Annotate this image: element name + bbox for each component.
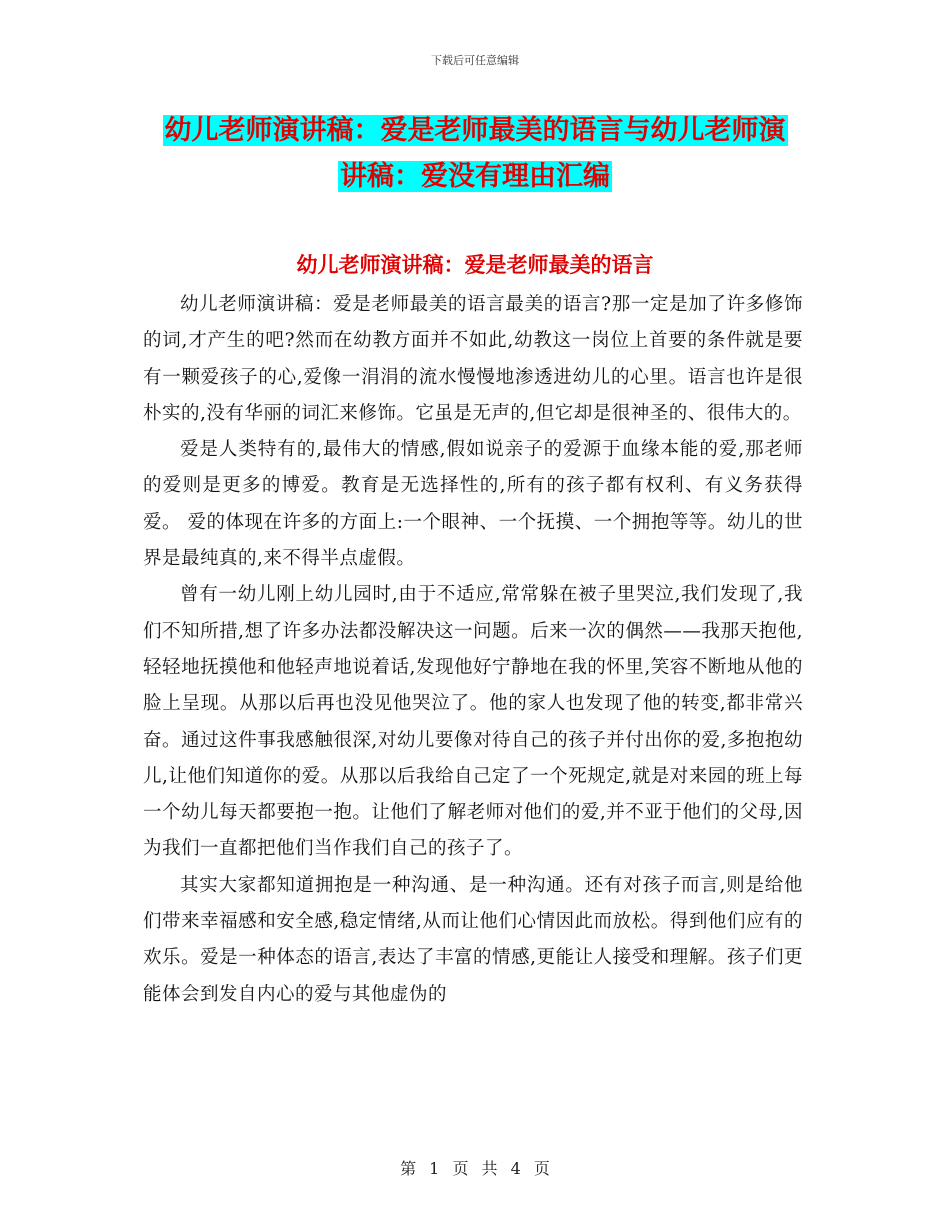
- page-footer: 第 1 页 共 4 页: [400, 1159, 550, 1178]
- paragraph: 幼儿老师演讲稿：爱是老师最美的语言最美的语言?那一定是加了许多修饰的词,才产生的吧?然而在幼教方面并不如此,幼教这一岗位上首要的条件就是要有一颗爱孩子的心,爱像一涓涓的流水慢慢地渗透进幼儿的心里。语言也许是很朴实的,没有华丽的词汇来修饰。它虽是无声的,但它却是很神圣的、很伟大的。: [143, 294, 803, 424]
- document-title-line2: 讲稿：爱没有理由汇编: [340, 161, 610, 192]
- paragraph: 爱是人类特有的,最伟大的情感,假如说亲子的爱源于血缘本能的爱,那老师的爱则是更多的博爱。教育是无选择性的,所有的孩子都有权利、有义务获得爱。 爱的体现在许多的方面上:一个眼神、一个抚摸、一个拥抱等等。幼儿的世界是最纯真的,来不得半点虚假。: [143, 439, 803, 570]
- paragraph: 其实大家都知道拥抱是一种沟通、是一种沟通。还有对孩子而言,则是给他们带来幸福感和安全感,稳定情绪,从而让他们心情因此而放松。得到他们应有的欢乐。爱是一种体态的语言,表达了丰富的情感,更能让人接受和理解。孩子们更能体会到发自内心的爱与其他虚伪的: [143, 874, 803, 1005]
- section-title: 幼儿老师演讲稿：爱是老师最美的语言: [296, 253, 654, 277]
- document-title-line1: 幼儿老师演讲稿：爱是老师最美的语言与幼儿老师演: [164, 115, 786, 146]
- document-title: [150, 108, 800, 200]
- paragraph: 曾有一幼儿刚上幼儿园时,由于不适应,常常躲在被子里哭泣,我们发现了,我们不知所措,想了许多办法都没解决这一问题。后来一次的偶然——我那天抱他,轻轻地抚摸他和他轻声地说着话,发现他好宁静地在我的怀里,笑容不断地从他的脸上呈现。从那以后再也没见他哭泣了。他的家人也发现了他的转变,都非常兴奋。通过这件事我感触很深,对幼儿要像对待自己的孩子并付出你的爱,多抱抱幼儿,让他们知道你的爱。从那以后我给自己定了一个死规定,就是对来园的班上每一个幼儿每天都要抱一抱。让他们了解老师对他们的爱,并不亚于他们的父母,因为我们一直都把他们当作我们自己的孩子了。: [143, 584, 803, 860]
- header-note: 下载后可任意编辑: [431, 54, 519, 67]
- body-text: [143, 287, 803, 1013]
